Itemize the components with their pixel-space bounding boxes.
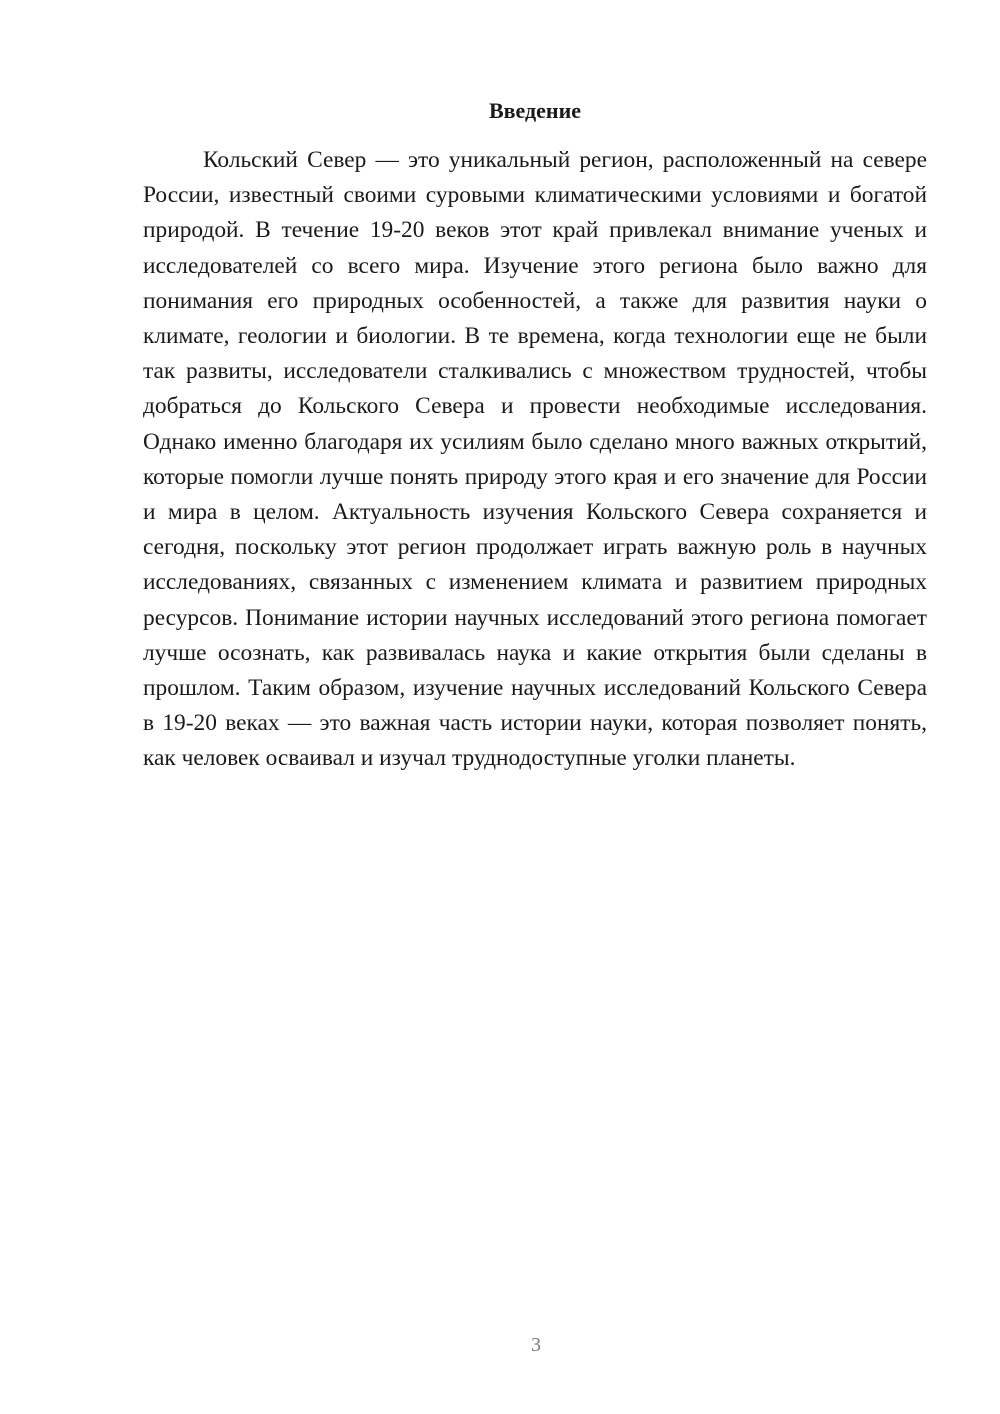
page-number: 3 bbox=[531, 1334, 541, 1356]
section-heading: Введение bbox=[488, 98, 582, 123]
intro-paragraph: Кольский Север — это уникальный регион, расположенный на севере России, известный своими суровыми климатическими условиями и богатой природой. В течение 19-20 веков этот край привлекал внимание ученых и исследователей со всего мира. Изучение этого региона было важно для понимания его природных особенностей, а также для развития науки о климате, геологии и биологии. В те времена, когда технологии еще не были так развиты, исследователи сталкивались с множеством трудностей, чтобы добраться до Кольского Севера и провести необходимые исследования. Однако именно благодаря их усилиям было сделано много важных открытий, которые помогли лучше понять природу этого края и его значение для России и мира в целом. Актуальность изучения Кольского Севера сохраняется и сегодня, поскольку этот регион продолжает играть важную роль в научных исследованиях, связанных с изменением климата и развитием природных ресурсов. Понимание истории научных исследований этого региона помогает лучше осознать, как развивалась наука и какие открытия были сделаны в прошлом. Таким образом, изучение научных исследований Кольского Севера в 19-20 веках — это важная часть истории науки, которая позволяет понять, как человек осваивал и изучал труднодоступные уголки планеты. bbox=[143, 147, 927, 772]
